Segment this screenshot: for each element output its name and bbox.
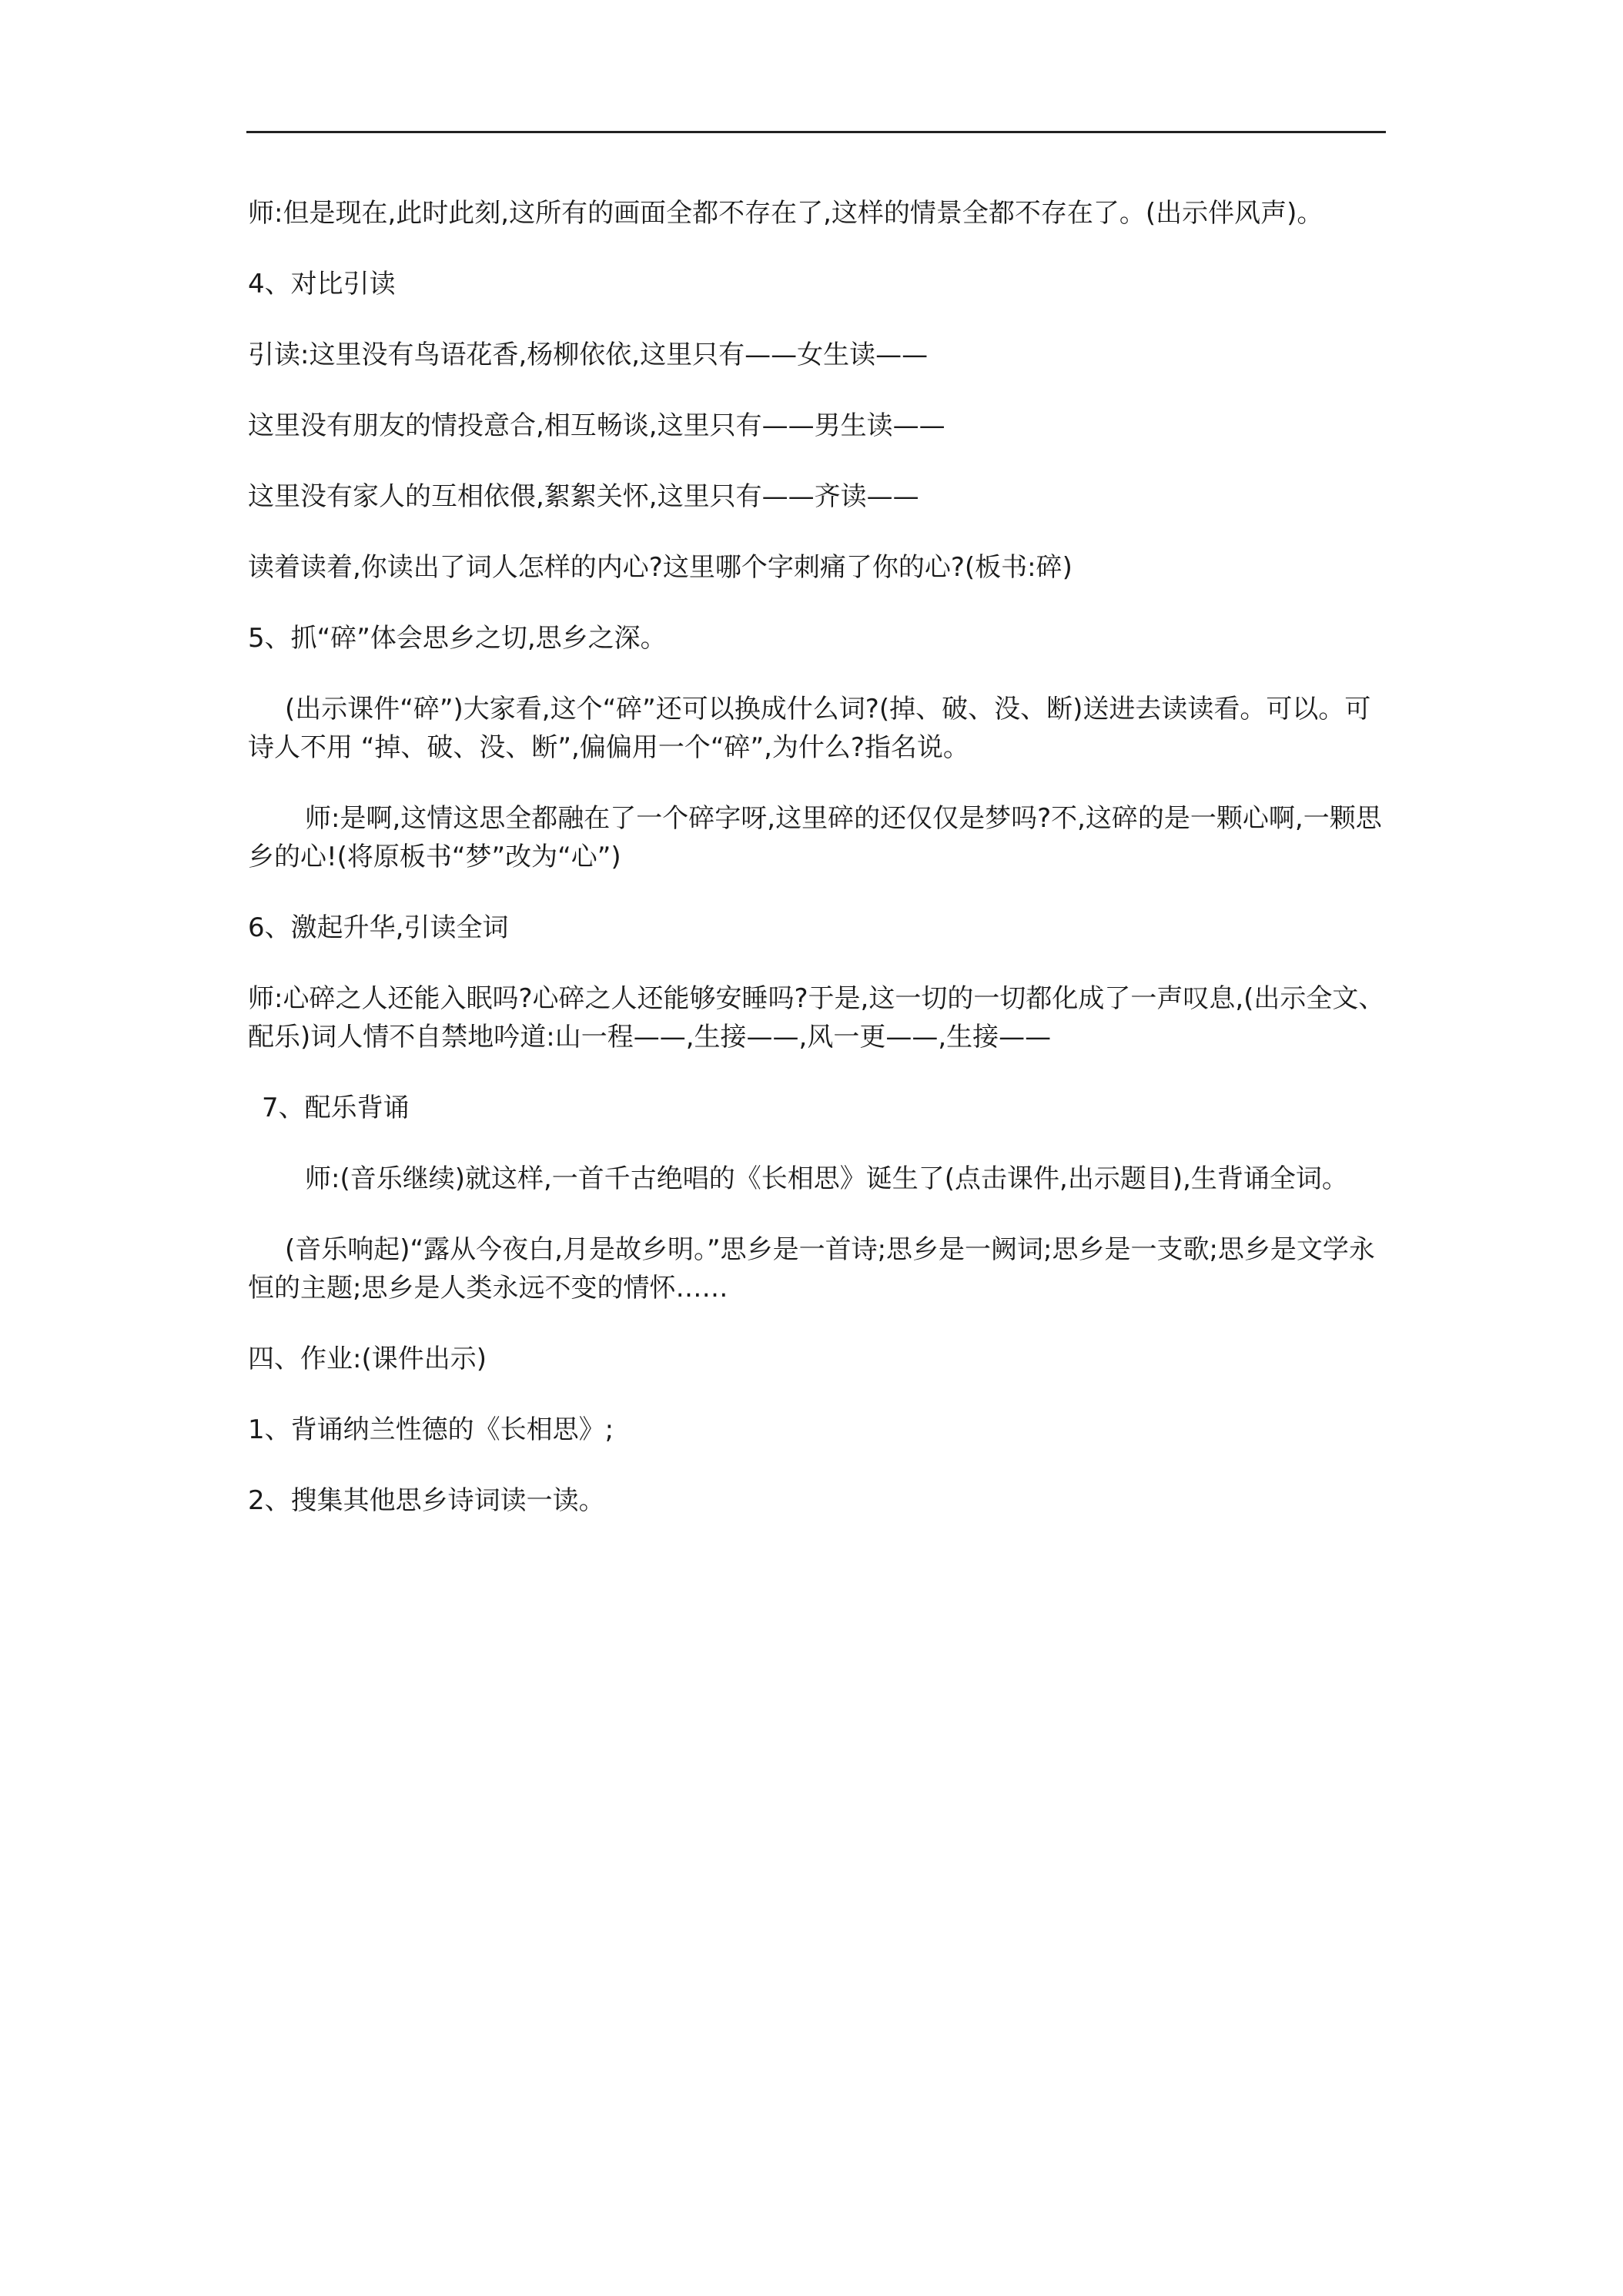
header-rule [246,131,1386,133]
paragraph-teacher-line-4: 师:(音乐继续)就这样,一首千古绝唱的《长相思》诞生了(点击课件,出示题目),生背诵全词。 [305,1163,1348,1194]
heading-step-5: 5、抓“碎”体会思乡之切,思乡之深。 [248,623,667,654]
homework-item-2: 2、搜集其他思乡诗词读一读。 [248,1485,605,1516]
heading-step-4: 4、对比引读 [248,269,396,300]
document-body [248,194,1386,1552]
heading-homework: 四、作业:(课件出示) [248,1344,487,1374]
paragraph-question: 读着读着,你读出了词人怎样的内心?这里哪个字刺痛了你的心?(板书:碎) [248,552,1073,583]
paragraph-courseware-sui: (出示课件“碎”)大家看,这个“碎”还可以换成什么词?(掉、破、没、断)送进去读读看。可以。可诗人不用 “掉、破、没、断”,偏偏用一个“碎”,为什么?指名说。 [248,694,1371,763]
homework-item-1: 1、背诵纳兰性德的《长相思》; [248,1414,614,1445]
paragraph-teacher-line-1: 师:但是现在,此时此刻,这所有的画面全都不存在了,这样的情景全都不存在了。(出示伴风声)。 [248,198,1323,229]
paragraph-guided-reading-2: 这里没有朋友的情投意合,相互畅谈,这里只有——男生读—— [248,410,945,441]
paragraph-teacher-line-3: 师:心碎之人还能入眠吗?心碎之人还能够安睡吗?于是,这一切的一切都化成了一声叹息,(出示全文、配乐)词人情不自禁地吟道:山一程——,生接——,风一更——,生接—— [248,983,1385,1053]
paragraph-teacher-line-2: 师:是啊,这情这思全都融在了一个碎字呀,这里碎的还仅仅是梦吗?不,这碎的是一颗心啊,一颗思乡的心!(将原板书“梦”改为“心”) [248,803,1382,872]
paragraph-music-line: (音乐响起)“露从今夜白,月是故乡明。”思乡是一首诗;思乡是一阙词;思乡是一支歌;思乡是文学永恒的主题;思乡是人类永远不变的情怀…… [248,1234,1375,1304]
paragraph-guided-reading-3: 这里没有家人的互相依偎,絮絮关怀,这里只有——齐读—— [248,481,919,512]
heading-step-6: 6、激起升华,引读全词 [248,912,509,943]
paragraph-guided-reading-1: 引读:这里没有鸟语花香,杨柳依依,这里只有——女生读—— [248,340,929,370]
heading-step-7: 7、配乐背诵 [262,1093,410,1123]
